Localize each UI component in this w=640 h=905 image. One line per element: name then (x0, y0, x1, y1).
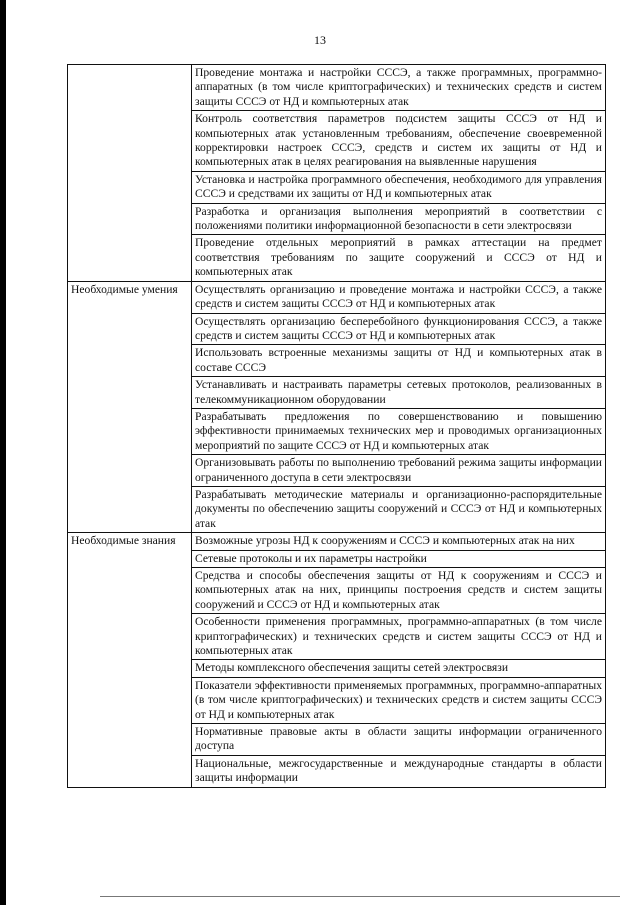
table-cell-text: Средства и способы обеспечения защиты от НД к сооружениям и СССЭ и компьютерных атак на них, принципы построения средств и систем защиты сооружений и СССЭ от НД и компьютерных атак (192, 568, 606, 614)
table-cell-text: Осуществлять организацию бесперебойного функционирования СССЭ, а также средств и систем защиты СССЭ от НД и компьютерных атак (192, 313, 606, 345)
table-cell-text: Использовать встроенные механизмы защиты от НД и компьютерных атак в составе СССЭ (192, 345, 606, 377)
competency-table (67, 64, 606, 788)
table-cell-text: Контроль соответствия параметров подсистем защиты СССЭ от НД и компьютерных атак установленным требованиям, обеспечение своевременной корректировки настроек СССЭ, средств и систем их защиты от НД и компьютерных атак в целях реагирования на выявленные нарушения (192, 111, 606, 172)
table-cell-text: Разрабатывать методические материалы и организационно-распорядительные документы по обеспечению защиты сооружений и СССЭ от НД и компьютерных атак (192, 486, 606, 532)
table-cell-text: Разрабатывать предложения по совершенствованию и повышению эффективности принимаемых технических мер и проводимых организационных мероприятий по защите СССЭ от НД и компьютерных атак (192, 408, 606, 454)
table-cell-text: Показатели эффективности применяемых программных, программно-аппаратных (в том числе криптографических) и технических средств и систем защиты СССЭ от НД и компьютерных атак (192, 677, 606, 723)
table-cell-text: Организовывать работы по выполнению требований режима защиты информации ограниченного доступа в сети электросвязи (192, 455, 606, 487)
table-cell-text: Установка и настройка программного обеспечения, необходимого для управления СССЭ и средствами их защиты от НД и компьютерных атак (192, 171, 606, 203)
section-label: Необходимые умения (68, 281, 192, 533)
table-cell-text: Особенности применения программных, программно-аппаратных (в том числе криптографических) и технических средств и систем защиты СССЭ от НД и компьютерных атак (192, 614, 606, 660)
scan-page-edge (0, 0, 6, 905)
table-cell-text: Разработка и организация выполнения мероприятий в соответствии с положениями политики информационной безопасности в сети электросвязи (192, 203, 606, 235)
table-row (68, 65, 606, 111)
table-cell-text: Нормативные правовые акты в области защиты информации ограниченного доступа (192, 724, 606, 756)
table-row (68, 281, 606, 313)
table-cell-text: Методы комплексного обеспечения защиты сетей электросвязи (192, 660, 606, 677)
section-label: Необходимые знания (68, 533, 192, 788)
table-cell-text: Осуществлять организацию и проведение монтажа и настройки СССЭ, а также средств и систем защиты СССЭ от НД и компьютерных атак (192, 281, 606, 313)
table-cell-text: Сетевые протоколы и их параметры настройки (192, 550, 606, 567)
competency-table-body (68, 65, 606, 788)
table-row (68, 533, 606, 550)
bottom-scan-line (100, 896, 620, 897)
table-cell-text: Проведение отдельных мероприятий в рамках аттестации на предмет соответствия требованиям по защите сооружений и СССЭ от НД и компьютерных атак (192, 235, 606, 281)
table-cell-text: Возможные угрозы НД к сооружениям и СССЭ и компьютерных атак на них (192, 533, 606, 550)
section-label-continued (68, 65, 192, 282)
table-cell-text: Национальные, межгосударственные и международные стандарты в области защиты информации (192, 755, 606, 787)
page-number: 13 (314, 33, 326, 47)
table-cell-text: Устанавливать и настраивать параметры сетевых протоколов, реализованных в телекоммуникационном оборудовании (192, 377, 606, 409)
table-cell-text: Проведение монтажа и настройки СССЭ, а также программных, программно-аппаратных (в том числе криптографических) и технических средств и систем защиты СССЭ от НД и компьютерных атак (192, 65, 606, 111)
